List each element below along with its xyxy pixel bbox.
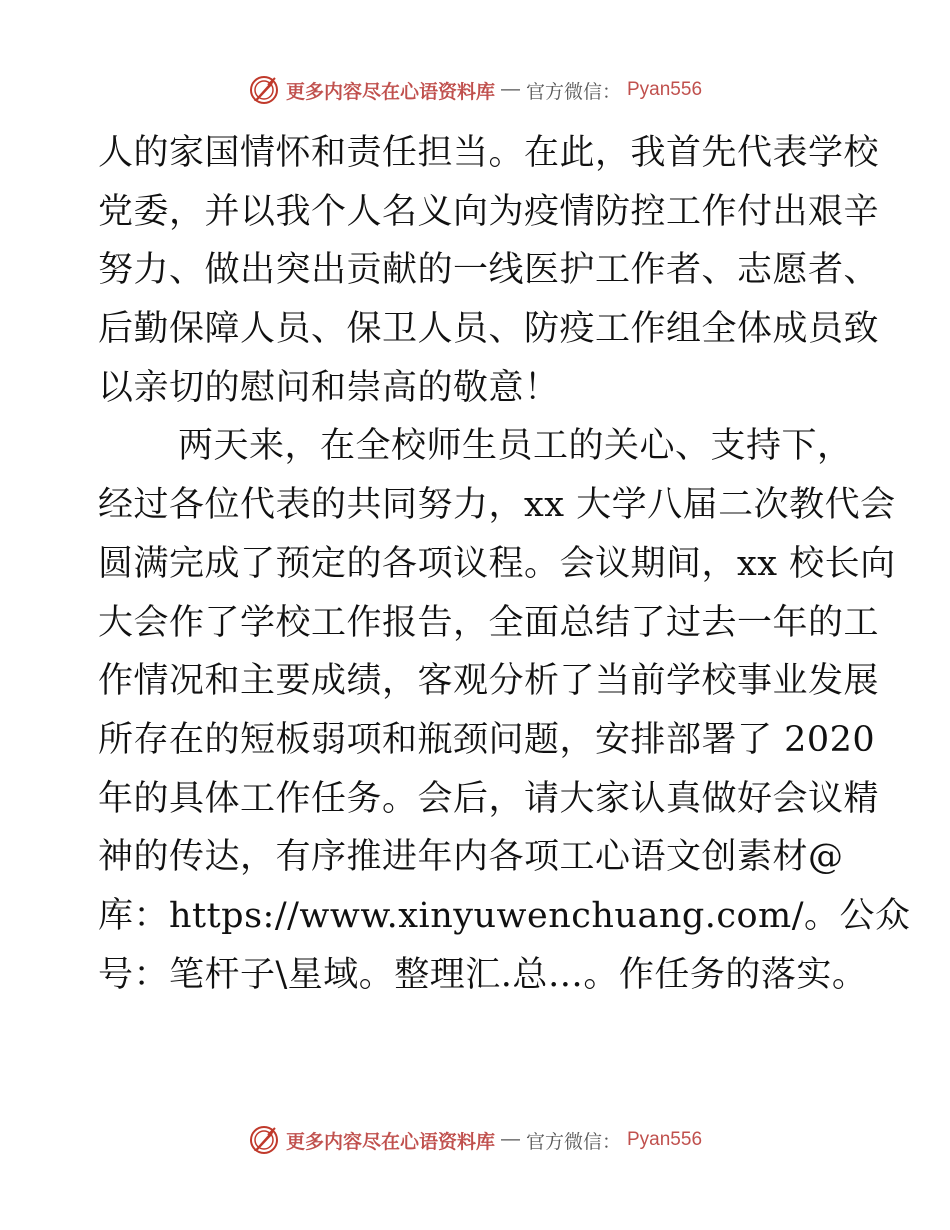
text-line: 所存在的短板弱项和瓶颈问题，安排部署了 2020 — [98, 719, 876, 760]
text-line: 年的具体工作任务。会后，请大家认真做好会议精 — [98, 778, 880, 819]
text-line: 神的传达，有序推进年内各项工心语文创素材@ — [98, 837, 844, 878]
banner-main-text: 更多内容尽在心语资料库 — [285, 80, 495, 103]
banner-wechat-label: 官方微信： — [525, 1130, 621, 1153]
text-line: 努力、做出突出贡献的一线医护工作者、志愿者、 — [98, 250, 880, 291]
banner-wechat-id: Pyan556 — [627, 1129, 703, 1150]
text-line: 党委，并以我个人名义向为疫情防控工作付出艰辛 — [98, 191, 880, 232]
text-line: 经过各位代表的共同努力，xx 大学八届二次教代会 — [98, 485, 896, 526]
footer-banner — [0, 1120, 950, 1160]
text-line: 作情况和主要成绩，客观分析了当前学校事业发展 — [98, 661, 880, 702]
quill-logo-icon — [248, 74, 280, 106]
document-body — [98, 124, 911, 1004]
banner-wechat-id: Pyan556 — [627, 79, 703, 100]
text-line: 后勤保障人员、保卫人员、防疫工作组全体成员致 — [98, 309, 880, 350]
text-line: 圆满完成了预定的各项议程。会议期间，xx 校长向 — [98, 543, 896, 584]
text-line: 大会作了学校工作报告，全面总结了过去一年的工 — [98, 602, 880, 643]
text-line: 以亲切的慰问和崇高的敬意！ — [98, 367, 560, 408]
header-banner — [0, 70, 950, 110]
banner-dash: — — [500, 79, 520, 100]
banner-wechat-label: 官方微信： — [525, 80, 621, 103]
banner-main-text: 更多内容尽在心语资料库 — [285, 1130, 495, 1153]
text-line: 两天来，在全校师生员工的关心、支持下， — [178, 426, 853, 467]
text-line: 库：https://www.xinyuwenchuang.com/。公众 — [98, 895, 911, 936]
quill-logo-icon — [248, 1124, 280, 1156]
banner-dash: — — [500, 1129, 520, 1150]
text-line: 号：笔杆子\星域。整理汇.总…。作任务的落实。 — [98, 954, 868, 995]
text-line: 人的家国情怀和责任担当。在此，我首先代表学校 — [98, 133, 880, 173]
